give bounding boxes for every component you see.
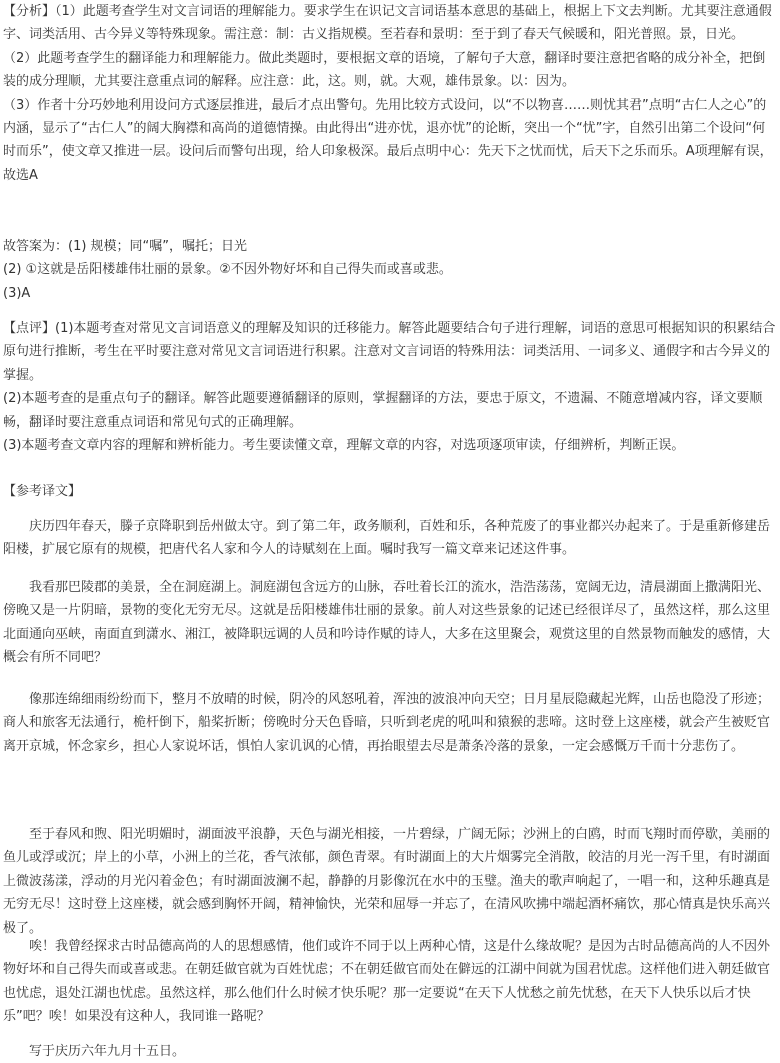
translation-heading: 【参考译文】 [3,484,82,499]
answer-line-2: (2) ①这就是岳阳楼雄伟壮丽的景象。②不因外物好坏和自己得失而或喜或悲。 [3,262,452,278]
comment-paragraph-3: (3)本题考查文章内容的理解和辨析能力。考生要读懂文章，理解文章的内容，对选项逐项审读，仔细辨析，判断正误。 [3,438,685,454]
translation-date: 写于庆历六年九月十五日。 [29,1044,186,1059]
translation-paragraph-3: 像那连绵细雨纷纷而下，整月不放晴的时候，阴冷的风怒吼着，浑浊的波浪冲向天空；日月星辰隐藏起光辉，山岳也隐没了形迹；商人和旅客无法通行，桅杆倒下，船桨折断；傍晚时分天色昏暗，只听到老虎的吼叫和猿猴的悲啼。这时登上这座楼，就会产生被贬官离开京城，怀念家乡，担心人家说坏话，惧怕人家讥讽的心情，再抬眼望去尽是萧条冷落的景象，一定会感慨万千而十分悲伤了。 [3,692,771,754]
analysis-paragraph-1: 【分析】（1）此题考查学生对文言词语的理解能力。要求学生在识记文言词语基本意思的基础上，根据上下文去判断。尤其要注意通假字、词类活用、古今异义等特殊现象。需注意：制：古义指规模。至若春和景明：至于到了春天气候暖和，阳光普照。景，日光。 [3,4,772,43]
answer-line-3: (3)A [3,285,31,301]
translation-paragraph-2: 我看那巴陵郡的美景，全在洞庭湖上。洞庭湖包含远方的山脉，吞吐着长江的流水，浩浩荡荡，宽阔无边，清晨湖面上撒满阳光、傍晚又是一片阴暗，景物的变化无穷无尽。这就是岳阳楼雄伟壮丽的景象。前人对这些景象的记述已经很详尽了，虽然这样，那么这里北面通向巫峡，南面直到潇水、湘江，被降职远调的人员和吟诗作赋的诗人，大多在这里聚会，观赏这里的自然景物而触发的感情，大概会有所不同吧？ [3,580,771,666]
comment-section [3,317,777,457]
answer-section [3,235,777,305]
translation-paragraph-4: 至于春风和煦、阳光明媚时，湖面波平浪静，天色与湖光相接，一片碧绿，广阔无际；沙洲上的白鸥，时而飞翔时而停歇，美丽的鱼儿或浮或沉；岸上的小草，小洲上的兰花，香气浓郁，颜色青翠。有时湖面上的大片烟雾完全消散，皎洁的月光一泻千里，有时湖面上微波荡漾，浮动的月光闪着金色；有时湖面波澜不起，静静的月影像沉在水中的玉璧。渔夫的歌声响起了，一唱一和，这种乐趣真是无穷无尽！这时登上这座楼，就会感到胸怀开阔，精神愉快，光荣和屈辱一并忘了，在清风吹拂中端起酒杯痛饮，那心情真是快乐高兴极了。 [3,827,771,936]
analysis-section [3,0,777,187]
translation-paragraph-5: 唉！我曾经探求古时品德高尚的人的思想感情，他们或许不同于以上两种心情，这是什么缘故呢？是因为古时品德高尚的人不因外物好坏和自己得失而或喜或悲。在朝廷做官就为百姓忧虑；不在朝廷做官而处在僻远的江湖中间就为国君忧虑。这样他们进入朝廷做官也忧虑，退处江湖也忧虑。虽然这样，那么他们什么时候才快乐呢？那一定要说“在天下人忧愁之前先忧愁，在天下人快乐以后才快乐”吧？唉！如果没有这种人，我同谁一路呢？ [3,939,771,1025]
comment-paragraph-1: 【点评】(1)本题考查对常见文言词语意义的理解及知识的迁移能力。解答此题要结合句子进行理解，词语的意思可根据知识的积累结合原句进行推断，考生在平时要注意对常见文言词语进行积累。注意对文言词语的特殊用法：词类活用、一词多义、通假字和古今异义的掌握。 [3,321,776,383]
answer-line-1: 故答案为：(1) 规模；同“嘱”，嘱托；日光 [3,239,248,254]
analysis-paragraph-2: （2）此题考查学生的翻译能力和理解能力。做此类题时，要根据文章的语境，了解句子大意，翻译时要注意把省略的成分补全，把倒装的成分理顺，尤其要注意重点词的解释。应注意：此，这。则，就。大观，雄伟景象。以：因为。 [3,50,766,90]
translation-paragraph-1: 庆历四年春天，滕子京降职到岳州做太守。到了第二年，政务顺利，百姓和乐，各种荒废了的事业都兴办起来了。于是重新修建岳阳楼，扩展它原有的规模，把唐代名人家和今人的诗赋刻在上面。嘱时我写一篇文章来记述这件事。 [3,519,771,558]
comment-paragraph-2: (2)本题考查的是重点句子的翻译。解答此题要遵循翻译的原则，掌握翻译的方法，要忠于原文，不遗漏、不随意增减内容，译文要顺畅，翻译时要注意重点词语和常见句式的正确理解。 [3,391,763,430]
analysis-paragraph-3: （3）作者十分巧妙地利用设问方式逐层推进，最后才点出警句。先用比较方式设问，以“不以物喜……则忧其君”点明“古仁人之心”的内涵，显示了“古仁人”的阔大胸襟和高尚的道德情操。由此得出“进亦忧，退亦忧”的论断，突出一个“忧”字，自然引出第二个设问“何时而乐”，使文章又推进一层。设问后而警句出现，给人印象极深。最后点明中心：先天下之忧而忧，后天下之乐而乐。A项理解有误，故选A [3,97,773,183]
